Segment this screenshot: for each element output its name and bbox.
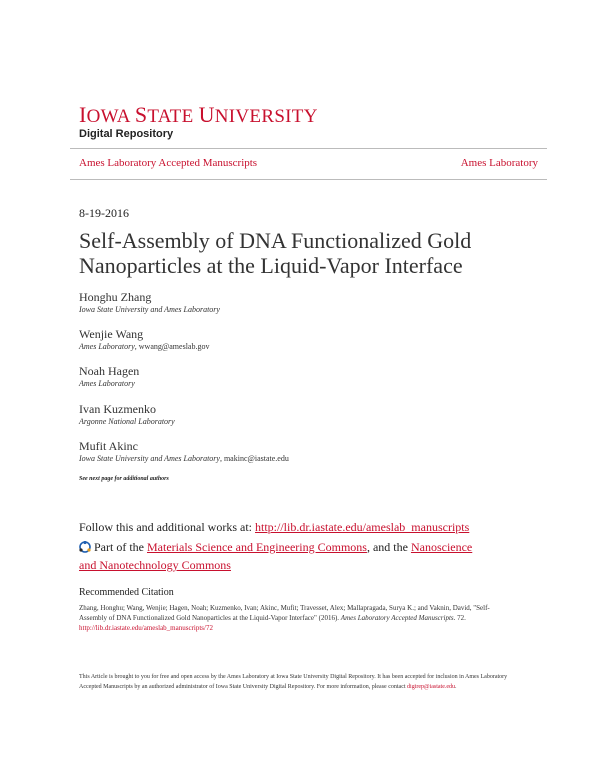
author-name: Honghu Zhang (79, 290, 152, 304)
commons-network-icon (79, 541, 91, 557)
author-name: Ivan Kuzmenko (79, 402, 156, 416)
contact-email-link[interactable]: digirep@iastate.edu (407, 684, 456, 690)
follow-line: Follow this and additional works at: http://lib.dr.iastate.edu/ameslab_manuscripts (79, 520, 470, 534)
author-affiliation: Ames Laboratory, wwang@ameslab.gov (79, 342, 210, 351)
repository-name: Digital Repository (79, 128, 174, 140)
author-name: Noah Hagen (79, 364, 140, 378)
author-email[interactable]: makinc@iastate.edu (223, 454, 289, 463)
author-affiliation: Argonne National Laboratory (79, 417, 175, 426)
community-link[interactable]: Ames Laboratory (460, 157, 538, 169)
publication-date: 8-19-2016 (79, 206, 129, 220)
iowa-state-logo (79, 102, 318, 141)
author-email[interactable]: wwang@ameslab.gov (138, 342, 210, 351)
author-affiliation: Iowa State University and Ames Laboratory (79, 305, 220, 314)
author-name: Wenjie Wang (79, 327, 144, 341)
additional-authors-note: See next page for additional authors (79, 476, 169, 482)
header-bottom-rule (70, 179, 547, 180)
recommended-citation: Zhang, Honghu; Wang, Wenjie; Hagen, Noah; Kuzmenko, Ivan; Akinc, Mufit; Travesset, Alex; Mallapragada, Surya K.; and Vaknin, David, "Self-Assembly of DNA Functionalized Gold Nanoparticles at the Liquid-Vapor Interface" (2016). Ames Laboratory Accepted Manuscripts. 72. http://lib.dr.iastate.edu/ameslab_manuscripts/72 (79, 604, 490, 632)
materials-science-commons-link[interactable]: Materials Science and Engineering Commons (147, 540, 367, 554)
nanoscience-commons-link[interactable]: Nanoscience and Nanotechnology Commons (79, 540, 473, 572)
repository-url-link[interactable]: http://lib.dr.iastate.edu/ameslab_manuscripts (255, 520, 470, 534)
author-affiliation: Iowa State University and Ames Laboratory, makinc@iastate.edu (79, 454, 289, 463)
recommended-citation-heading: Recommended Citation (79, 587, 174, 598)
footer-notice: This Article is brought to you for free and open access by the Ames Laboratory at Iowa State University Digital Repository. It has been accepted for inclusion in Ames Laboratory Accepted Manuscripts by an authorized administrator of Iowa State University Digital Repository. For more information, please contact digirep@iastate.edu. (79, 674, 508, 690)
part-of-line: Part of the Materials Science and Engineering Commons, and the Nanoscience and Nanotechnology Commons (79, 540, 473, 572)
university-name: IOWA STATE UNIVERSITY (79, 102, 318, 127)
header-top-rule (70, 148, 547, 149)
author-affiliation: Ames Laboratory (79, 379, 135, 388)
paper-title: Self-Assembly of DNA Functionalized Gold Nanoparticles at the Liquid-Vapor Interface (79, 228, 472, 278)
citation-url-link[interactable]: http://lib.dr.iastate.edu/ameslab_manuscripts/72 (79, 624, 213, 632)
author-name: Mufit Akinc (79, 439, 138, 453)
collection-link[interactable]: Ames Laboratory Accepted Manuscripts (79, 157, 258, 169)
